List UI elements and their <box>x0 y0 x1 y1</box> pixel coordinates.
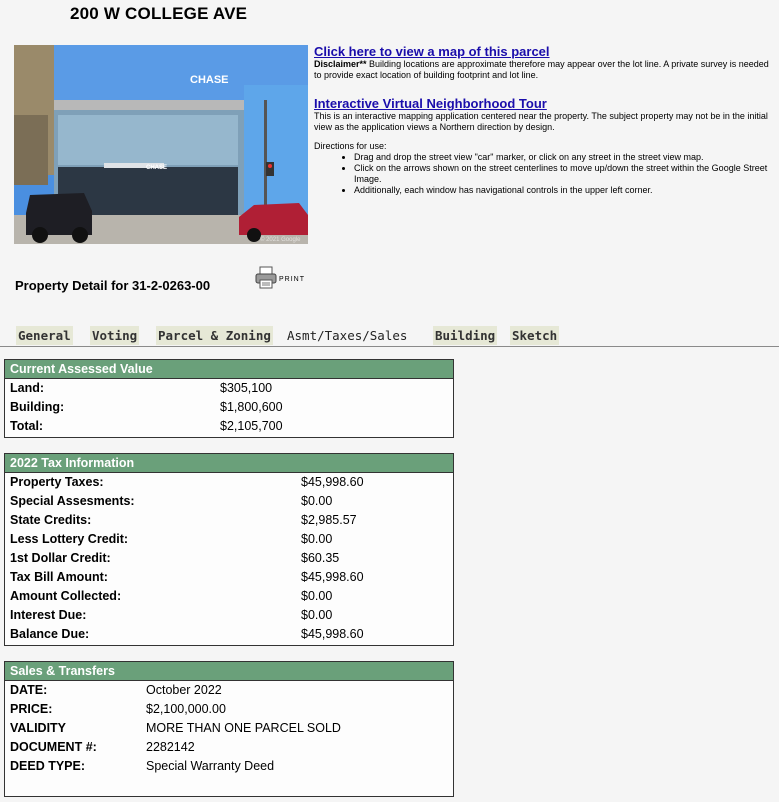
tab-parcel-zoning[interactable]: Parcel & Zoning <box>158 328 271 343</box>
row-value: $2,985.57 <box>301 513 357 527</box>
row-value: $305,100 <box>220 381 273 395</box>
disclaimer <box>314 59 776 81</box>
row-label: Tax Bill Amount: <box>10 570 108 584</box>
row-label: Interest Due: <box>10 608 87 622</box>
table-row <box>5 700 453 719</box>
table-row <box>5 379 453 398</box>
chase-sign-text: CHASE <box>190 74 229 86</box>
row-label: PRICE: <box>10 702 53 716</box>
tab-asmt-taxes-sales[interactable]: Asmt/Taxes/Sales <box>287 328 408 343</box>
row-label: 1st Dollar Credit: <box>10 551 111 565</box>
table-row <box>5 492 453 511</box>
directions-list <box>314 152 776 196</box>
street-view-photo <box>14 45 308 244</box>
row-label: Building: <box>10 400 65 414</box>
table-row <box>5 681 453 700</box>
photo-watermark: © 2021 Google <box>260 237 301 243</box>
row-label: VALIDITY <box>10 721 67 735</box>
row-label: Total: <box>10 419 44 433</box>
table-row <box>5 549 453 568</box>
parcel-info-links <box>314 44 776 196</box>
table-row <box>5 530 453 549</box>
row-label: Amount Collected: <box>10 589 122 603</box>
row-value: $2,100,000.00 <box>146 702 226 716</box>
directions-label: Directions for use: <box>314 141 387 151</box>
row-label: DOCUMENT #: <box>10 740 97 754</box>
row-label: Land: <box>10 381 45 395</box>
property-detail-title: Property Detail for 31-2-0263-00 <box>15 278 211 293</box>
property-tabs <box>0 326 779 347</box>
row-value: $45,998.60 <box>301 627 364 641</box>
parcel-map-link[interactable]: Click here to view a map of this parcel <box>314 44 550 59</box>
row-value: 2282142 <box>146 740 195 754</box>
row-value: $2,105,700 <box>220 419 283 433</box>
printer-icon <box>254 266 280 290</box>
row-value: $1,800,600 <box>220 400 283 414</box>
row-label: Property Taxes: <box>10 475 104 489</box>
table-row <box>5 398 453 417</box>
row-value: MORE THAN ONE PARCEL SOLD <box>146 721 341 735</box>
virtual-tour-link[interactable]: Interactive Virtual Neighborhood Tour <box>314 96 547 111</box>
table-row <box>5 738 453 757</box>
directions-item: • Drag and drop the street view "car" marker, or click on any street in the street view map. <box>354 152 776 163</box>
row-label: Special Assesments: <box>10 494 135 508</box>
assessed-value-panel <box>4 359 454 438</box>
table-row <box>5 568 453 587</box>
table-row <box>5 719 453 738</box>
sales-transfers-panel <box>4 661 454 797</box>
row-value: October 2022 <box>146 683 222 697</box>
row-label: DEED TYPE: <box>10 759 86 773</box>
tax-info-panel <box>4 453 454 646</box>
disclaimer-label: Disclaimer** <box>314 59 367 69</box>
tab-building[interactable]: Building <box>435 328 496 343</box>
table-row <box>5 473 453 492</box>
print-button[interactable] <box>254 266 310 290</box>
sales-transfers-header: Sales & Transfers <box>5 662 453 681</box>
row-value: $0.00 <box>301 532 333 546</box>
directions-item: • Click on the arrows shown on the street centerlines to move up/down the street within the Google Street Image. <box>354 163 776 185</box>
row-value: Special Warranty Deed <box>146 759 275 773</box>
disclaimer-text: Building locations are approximate therefore may appear over the lot line. A private survey is needed to provide exact location of building footprint and lot line. <box>314 59 769 80</box>
tab-sketch[interactable]: Sketch <box>512 328 558 343</box>
chase-sign-small: CHASE <box>146 165 168 171</box>
row-value: $0.00 <box>301 589 333 603</box>
row-value: $45,998.60 <box>301 570 364 584</box>
row-label: State Credits: <box>10 513 92 527</box>
table-row <box>5 757 453 776</box>
tax-info-header: 2022 Tax Information <box>5 454 453 473</box>
row-label: DATE: <box>10 683 48 697</box>
row-value: $60.35 <box>301 551 340 565</box>
assessed-value-header: Current Assessed Value <box>5 360 453 379</box>
print-label: PRINT <box>279 276 305 283</box>
directions-item: • Additionally, each window has navigational controls in the upper left corner. <box>354 185 776 196</box>
table-row <box>5 587 453 606</box>
tab-general[interactable]: General <box>18 328 71 343</box>
table-row <box>5 417 453 436</box>
row-value: $0.00 <box>301 608 333 622</box>
row-label: Balance Due: <box>10 627 90 641</box>
property-address: 200 W COLLEGE AVE <box>70 4 248 23</box>
row-value: $0.00 <box>301 494 333 508</box>
table-row <box>5 511 453 530</box>
table-row <box>5 625 453 644</box>
row-label: Less Lottery Credit: <box>10 532 129 546</box>
tour-description: This is an interactive mapping application centered near the property. The subject property may not be in the initial view as the application views a Northern direction by design. <box>314 111 768 132</box>
row-value: $45,998.60 <box>301 475 364 489</box>
tab-voting[interactable]: Voting <box>92 328 138 343</box>
table-row <box>5 606 453 625</box>
